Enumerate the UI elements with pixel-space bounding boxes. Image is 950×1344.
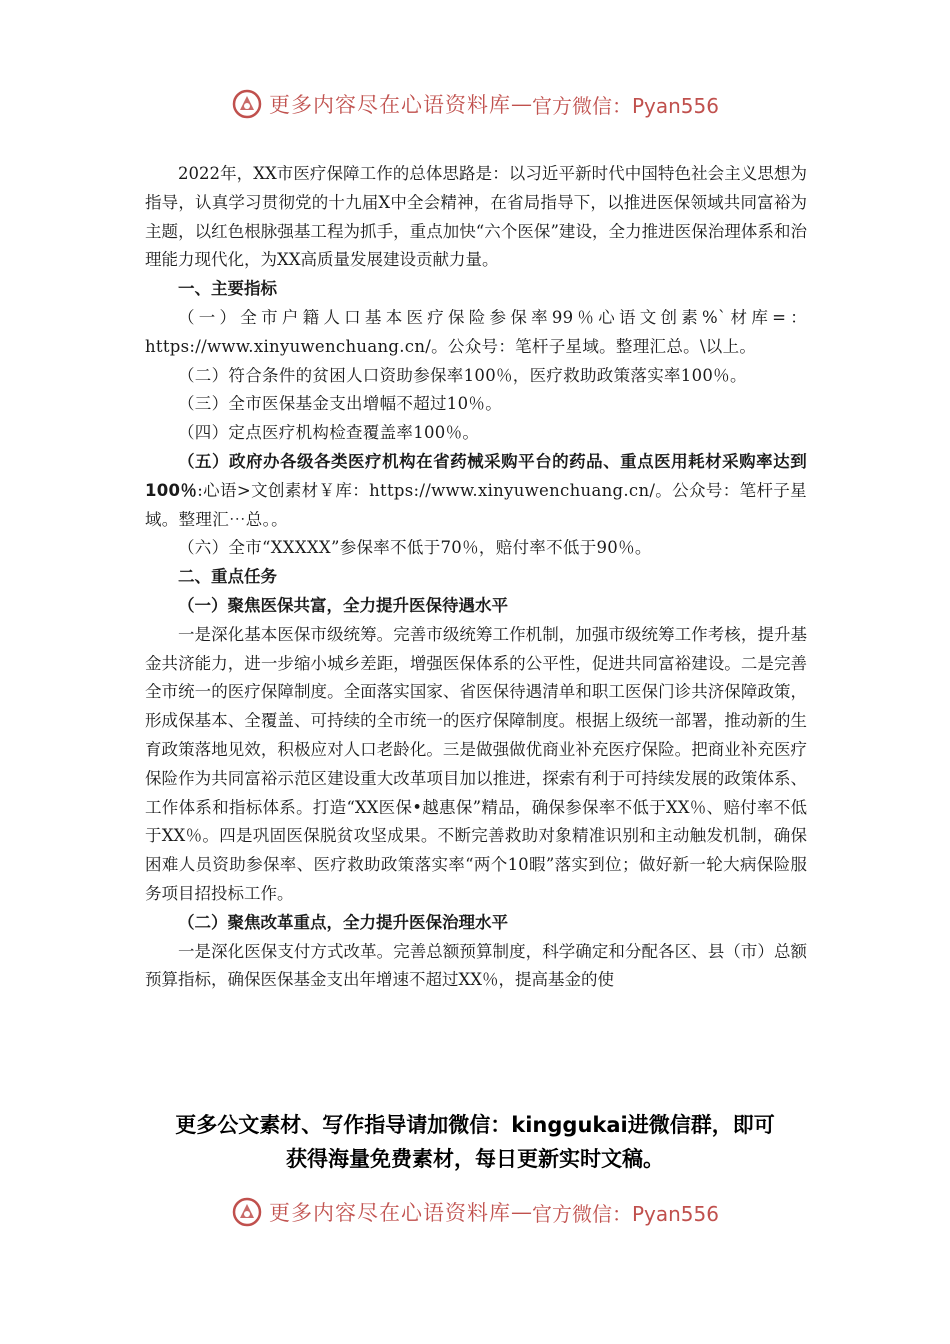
footer-banner: [0, 1192, 950, 1232]
task-paragraph-1: 一是深化基本医保市级统筹。完善市级统筹工作机制，加强市级统筹工作考核，提升基金共济能力，进一步缩小城乡差距，增强医保体系的公平性，促进共同富裕建设。二是完善全市统一的医疗保障制度。全面落实国家、省医保待遇清单和职工医保门诊共济保障政策，形成保基本、全覆盖、可持续的全市统一的医疗保障制度。根据上级统一部署，推动新的生育政策落地见效，积极应对人口老龄化。三是做强做优商业补充医疗保险。把商业补充医疗保险作为共同富裕示范区建设重大改革项目加以推进，探索有利于可持续发展的政策体系、工作体系和指标体系。打造“XX医保•越惠保”精品，确保参保率不低于XX％、赔付率不低于XX％。四是巩固医保脱贫攻坚成果。不断完善救助对象精准识别和主动触发机制，确保困难人员资助参保率、医疗救助政策落实率“两个10暇”落实到位；做好新一轮大病保险服务项目招投标工作。: [145, 624, 807, 903]
section-heading-tasks: 二、重点任务: [178, 567, 277, 587]
banner-title: 更多内容尽在心语资料库: [268, 93, 511, 117]
brand-logo-icon: [231, 88, 263, 120]
header-banner: [0, 84, 950, 124]
indicator-item-5-lead: （五）政府办各级各类医疗机构在省药械采购平台的药品、重点医用耗材采购率达到100％: [145, 451, 807, 500]
indicator-item-2: （二）符合条件的贫困人口资助参保率100％，医疗救助政策落实率100％。: [178, 365, 747, 385]
promo-line-1: 更多公文素材、写作指导请加微信：kinggukai进微信群，即可: [175, 1113, 775, 1137]
indicator-item-3: （三）全市医保基金支出增幅不超过10％。: [178, 394, 502, 414]
banner-wechat: 官方微信：Pyan556: [531, 93, 719, 118]
indicator-item-6: （六）全市“XXXXX”参保率不低于70％，赔付率不低于90％。: [178, 538, 652, 558]
intro-paragraph: 2022年，XX市医疗保障工作的总体思路是：以习近平新时代中国特色社会主义思想为指导，认真学习贯彻党的十九届X中全会精神，在省局指导下，以推进医保领域共同富裕为主题，以红色根脉强基工程为抓手，重点加快“六个医保”建设，全力推进医保治理体系和治理能力现代化，为XX高质量发展建设贡献力量。: [145, 164, 807, 270]
brand-logo-icon: [231, 1196, 263, 1228]
indicator-item-4: （四）定点医疗机构检查覆盖率100％。: [178, 423, 480, 443]
task-paragraph-2: 一是深化医保支付方式改革。完善总额预算制度，科学确定和分配各区、县（市）总额预算指标，确保医保基金支出年增速不超过XX％，提高基金的使: [145, 941, 807, 990]
promo-notice: [100, 1108, 850, 1176]
task-subheading-1: （一）聚焦医保共富，全力提升医保待遇水平: [178, 595, 508, 615]
indicator-item-1: （一）全市户籍人口基本医疗保险参保率99％心语文创素%`材库=：https://www.xinyuwenchuang.cn/。公众号：笔杆子星域。整理汇总。\以上。: [145, 307, 807, 356]
banner-wechat: 官方微信：Pyan556: [531, 1201, 719, 1226]
banner-separator: —: [510, 92, 532, 116]
promo-line-2: 获得海量免费素材，每日更新实时文稿。: [286, 1147, 664, 1171]
indicator-item-5-tail: :心语>文创素材￥库：https://www.xinyuwenchuang.cn/。公众号：笔杆子星域。整理汇⋯总。。: [145, 480, 807, 529]
banner-separator: —: [510, 1200, 532, 1224]
document-body: [145, 160, 807, 995]
indicator-item-5: [145, 448, 807, 534]
section-heading-indicators: 一、主要指标: [178, 279, 277, 299]
banner-title: 更多内容尽在心语资料库: [268, 1201, 511, 1225]
task-subheading-2: （二）聚焦改革重点，全力提升医保治理水平: [178, 912, 508, 932]
